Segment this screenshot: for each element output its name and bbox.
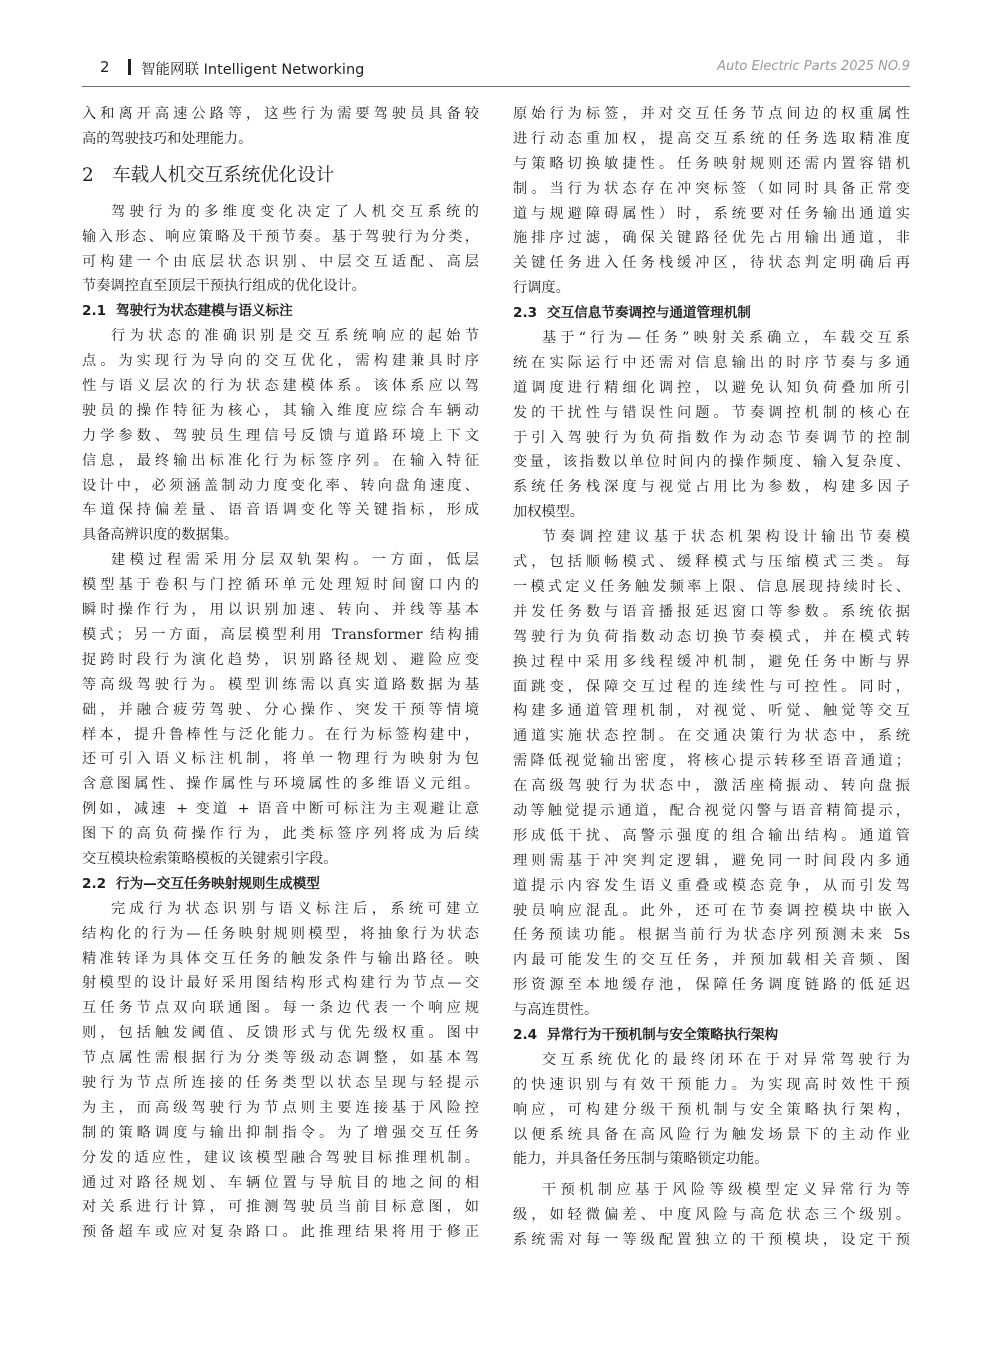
header-divider-bar: [128, 59, 131, 75]
journal-name: Auto Electric Parts 2025 NO.9: [717, 59, 910, 74]
text-line: 系统需对每一等级配置独立的干预模块，设定干预: [513, 1232, 910, 1249]
paragraph: [82, 324, 479, 548]
left-column: [82, 102, 479, 1245]
paragraph: [82, 548, 479, 872]
subsection-number: 2.4: [513, 1026, 538, 1043]
text-line: 关键任务进入任务栈缓冲区，待状态判定明确后再: [513, 255, 910, 272]
subsection-title: 交互信息节奏调控与通道管理机制: [547, 305, 751, 322]
text-line: 施排序过滤，确保关键路径优先占用输出通道，非: [513, 230, 910, 247]
text-line: 设计中，必须涵盖制动力度变化率、转向盘角速度、: [82, 477, 479, 494]
text-line: 系统任务栈深度与视觉占用比为参数，构建多因子: [513, 479, 910, 496]
text-line: 具备高辨识度的数据集。: [82, 527, 239, 544]
text-line: 础，并融合疲劳驾驶、分心操作、突发干预等情境: [82, 701, 479, 718]
text-line: 换过程中采用多线程缓冲机制，避免任务中断与界: [513, 653, 910, 670]
subsection-title: 行为—交互任务映射规则生成模型: [116, 875, 320, 892]
text-line: 例如，减速 + 变道 + 语音中断可标注为主观避让意: [82, 801, 479, 818]
text-line: 等高级驾驶行为。模型训练需以真实道路数据为基: [82, 676, 479, 693]
right-column: [513, 102, 910, 1253]
text-line: 制的策略调度与输出抑制指令。为了增强交互任务: [82, 1124, 479, 1141]
text-line: 一模式定义任务触发频率上限、信息展现持续时长、: [513, 578, 910, 595]
text-line: 动等触觉提示通道，配合视觉闪警与语音精简提示，: [513, 802, 910, 819]
text-line: 入和离开高速公路等，这些行为需要驾驶员具备较: [82, 106, 479, 122]
text-line: 信息，最终输出标准化行为标签序列。在输入特征: [82, 452, 479, 469]
text-line: 输入形态、响应策略及干预节奏。基于驾驶行为分类，: [82, 228, 479, 245]
text-line: 模型基于卷积与门控循环单元处理短时间窗口内的: [82, 577, 479, 594]
text-line: 瞬时操作行为，用以识别加速、转向、并线等基本: [82, 602, 479, 619]
text-line: 驾驶行为负荷指数动态切换节奏模式，并在模式转: [513, 628, 910, 645]
text-line: 完成行为状态识别与语义标注后，系统可建立: [111, 900, 479, 917]
text-line: 建模过程需采用分层双轨架构。一方面，低层: [111, 552, 479, 569]
text-line: 结构化的行为—任务映射规则模型，将抽象行为状态: [82, 925, 479, 942]
text-line: 于引入驾驶行为负荷指数作为动态节奏调节的控制: [513, 429, 910, 446]
text-line: 精准转译为具体交互任务的触发条件与输出路径。映: [82, 950, 479, 967]
paragraph: [82, 897, 479, 1245]
text-line: 道提示内容发生语义重叠或模态竞争，从而引发驾: [513, 877, 910, 894]
subsection-heading: [513, 301, 910, 326]
subsection-heading: [513, 1023, 910, 1048]
subsection-number: 2.3: [513, 305, 538, 322]
text-line: 通道实施状态控制。在交通决策行为状态中，系统: [513, 728, 910, 745]
text-line: 干预机制应基于风险等级模型定义异常行为等: [542, 1182, 910, 1199]
text-line: 互任务节点双向联通图。每一条边代表一个响应规: [82, 1000, 479, 1017]
text-line: 变量，该指数以单位时间内的操作频度、输入复杂度、: [513, 454, 910, 471]
subsection-title: 异常行为干预机制与安全策略执行架构: [547, 1026, 779, 1043]
text-line: 还可引入语义标注机制，将单一物理行为映射为包: [82, 751, 479, 768]
text-line: 级，如轻微偏差、中度风险与高危状态三个级别。: [513, 1207, 910, 1224]
paragraph: [513, 1178, 910, 1253]
text-line: 任务预读功能。根据当前行为状态序列预测未来 5s: [513, 927, 910, 944]
subsection-heading: [82, 299, 479, 324]
text-line: 面跳变，保障交互过程的连续性与可控性。同时，: [513, 678, 910, 695]
text-line: 车道保持偏差量、语音语调变化等关键指标，形成: [82, 502, 479, 519]
section-heading: 2 车载人机交互系统优化设计: [82, 164, 335, 186]
paragraph: [82, 200, 479, 300]
header-rule: [82, 86, 910, 87]
text-line: 以便系统具备在高风险行为触发场景下的主动作业: [513, 1126, 910, 1143]
text-line: 驶员的操作特征为核心，其输入维度应综合车辆动: [82, 402, 479, 419]
text-line: 节点属性需根据行为分类等级动态调整，如基本驾: [82, 1050, 479, 1067]
text-line: 驾驶行为的多维度变化决定了人机交互系统的: [111, 203, 479, 220]
text-line: 点。为实现行为导向的交互优化，需构建兼具时序: [82, 353, 479, 370]
subsection-number: 2.1: [82, 303, 107, 320]
text-line: 加权模型。: [513, 504, 584, 521]
text-line: 响应，可构建分级干预机制与安全策略执行架构，: [513, 1101, 910, 1118]
text-line: 模式；另一方面，高层模型利用 Transformer 结构捕: [82, 626, 479, 643]
text-line: 则，包括触发阈值、反馈形式与优先级权重。图中: [82, 1025, 479, 1042]
text-line: 发的干扰性与错误性问题。节奏调控机制的核心在: [513, 404, 910, 421]
text-line: 行调度。: [513, 280, 570, 297]
text-line: 对关系进行计算，可推测驾驶员当前目标意图，如: [82, 1199, 479, 1216]
text-line: 统在实际运行中还需对信息输出的时序节奏与多通: [513, 354, 910, 371]
paragraph: [513, 1048, 910, 1172]
subsection-title: 驾驶行为状态建模与语义标注: [116, 303, 293, 320]
text-line: 驶员响应混乱。此外，还可在节奏调控模块中嵌入: [513, 902, 910, 919]
subsection-number: 2.2: [82, 875, 107, 892]
text-line: 与高连贯性。: [513, 1002, 599, 1019]
text-line: 需降低视觉输出密度，将核心提示转移至语音通道；: [513, 753, 910, 770]
text-line: 进行动态重加权，提高交互系统的任务选取精准度: [513, 130, 910, 147]
text-line: 为主，而高级驾驶行为节点则主要连接基于风险控: [82, 1099, 479, 1116]
text-line: 的快速识别与有效干预能力。为实现高时效性干预: [513, 1076, 910, 1093]
text-line: 可构建一个由底层状态识别、中层交互适配、高层: [82, 253, 479, 270]
text-line: 交互模块检索策略模板的关键索引字段。: [82, 850, 338, 867]
text-line: 基于“行为—任务”映射关系确立，车载交互系: [542, 330, 910, 347]
text-line: 构建多通道管理机制，对视觉、听觉、触觉等交互: [513, 703, 910, 720]
text-line: 驶行为节点所连接的任务类型以状态呈现与轻提示: [82, 1074, 479, 1091]
text-line: 行为状态的准确识别是交互系统响应的起始节: [111, 328, 479, 345]
text-line: 含意图属性、操作属性与环境属性的多维语义元组。: [82, 776, 479, 793]
text-line: 与策略切换敏捷性。任务映射规则还需内置容错机: [513, 155, 910, 172]
text-line: 原始行为标签，并对交互任务节点间边的权重属性: [513, 106, 910, 122]
paragraph: [513, 102, 910, 301]
subsection-heading: [82, 872, 479, 897]
paragraph: [82, 102, 479, 152]
text-line: 图下的高负荷操作行为，此类标签序列将成为后续: [82, 826, 479, 843]
text-line: 能力，并具备任务压制与策略锁定功能。: [513, 1151, 769, 1168]
text-line: 理则需基于冲突判定逻辑，避免同一时间段内多通: [513, 852, 910, 869]
text-line: 预备超车或应对复杂路口。此推理结果将用于修正: [82, 1224, 479, 1241]
text-line: 节奏调控建议基于状态机架构设计输出节奏模: [542, 529, 910, 546]
text-line: 形成低干扰、高警示强度的组合输出结构。通道管: [513, 827, 910, 844]
section-title: 智能网联 Intelligent Networking: [141, 62, 365, 78]
text-line: 并发任务数与语音播报延迟窗口等参数。系统依据: [513, 603, 910, 620]
text-line: 交互系统优化的最终闭环在于对异常驾驶行为: [542, 1051, 910, 1068]
text-line: 在高级驾驶行为状态中，激活座椅振动、转向盘振: [513, 778, 910, 795]
text-line: 形资源至本地缓存池，保障任务调度链路的低延迟: [513, 977, 910, 994]
text-line: 高的驾驶技巧和处理能力。: [82, 130, 253, 147]
paragraph: [513, 326, 910, 525]
text-line: 制。当行为状态存在冲突标签（如同时具备正常变: [513, 180, 910, 197]
text-line: 性与语义层次的行为状态建模体系。该体系应以驾: [82, 378, 479, 395]
text-line: 捉跨时段行为演化趋势，识别路径规划、避险应变: [82, 651, 479, 668]
paragraph: [513, 525, 910, 1023]
text-line: 式，包括顺畅模式、缓释模式与压缩模式三类。每: [513, 554, 910, 571]
text-line: 样本，提升鲁棒性与泛化能力。在行为标签构建中，: [82, 726, 479, 743]
text-line: 力学参数、驾驶员生理信号反馈与道路环境上下文: [82, 427, 479, 444]
text-line: 分发的适应性，建议该模型融合驾驶目标推理机制。: [82, 1149, 479, 1166]
page-number: 2: [100, 58, 110, 76]
text-line: 通过对路径规划、车辆位置与导航目的地之间的相: [82, 1174, 479, 1191]
text-line: 内最可能发生的交互任务，并预加载相关音频、图: [513, 952, 910, 969]
text-line: 道调度进行精细化调控，以避免认知负荷叠加所引: [513, 379, 910, 396]
page-header: [82, 58, 910, 80]
text-line: 射模型的设计最好采用图结构形式构建行为节点—交: [82, 975, 479, 992]
text-line: 节奏调控直至顶层干预执行组成的优化设计。: [82, 278, 366, 295]
text-line: 道与规避障碍属性）时，系统要对任务输出通道实: [513, 205, 910, 222]
